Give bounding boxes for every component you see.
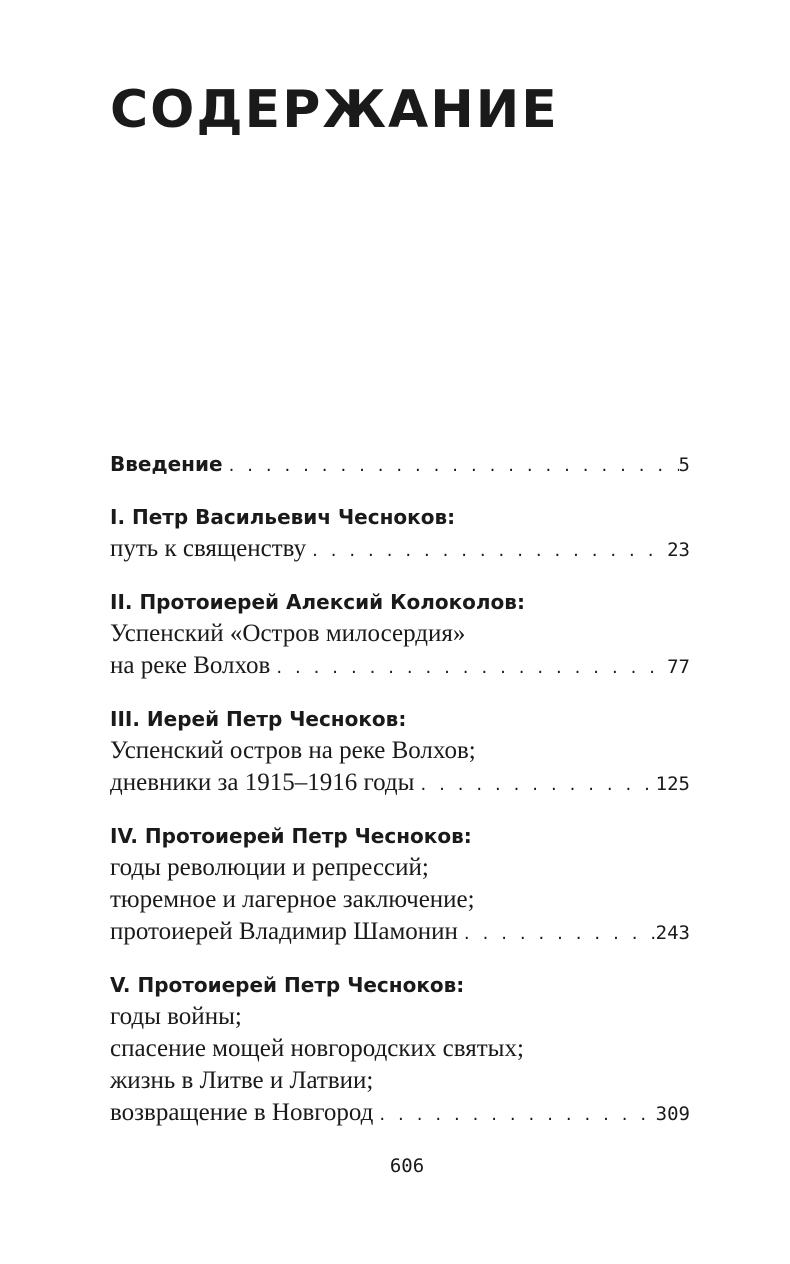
toc-entry-page-number: 77	[667, 656, 690, 678]
toc-entry-subtitle-line: спасение мощей новгородских святых;	[110, 1035, 524, 1062]
table-of-contents	[110, 448, 690, 1150]
page-title: СОДЕРЖАНИЕ	[110, 80, 559, 140]
toc-entry-page-number: 23	[667, 539, 690, 561]
toc-entry	[110, 820, 690, 950]
toc-entry-subtitle-line: тюремное и лагерное заключение;	[110, 886, 475, 913]
toc-entry-page-number: 125	[655, 773, 690, 795]
toc-entry-subtitle-line: годы войны;	[110, 1003, 242, 1030]
dot-leader	[414, 769, 655, 801]
toc-entry-subtitle-line: Успенский остров на реке Волхов;	[110, 737, 476, 764]
toc-entry-heading: II. Протоиерей Алексий Колоколов:	[110, 590, 525, 614]
toc-entry	[110, 501, 690, 567]
toc-entry-page-number: 309	[655, 1103, 690, 1125]
toc-entry	[110, 969, 690, 1131]
toc-entry-title: возвращение в Новгород	[110, 1099, 374, 1126]
toc-entry-leader-line	[110, 650, 690, 684]
page-number: 606	[389, 1155, 425, 1177]
toc-entry-heading: III. Иерей Петр Чесноков:	[110, 707, 407, 731]
toc-entry-title: протоиерей Владимир Шамонин	[110, 918, 458, 945]
toc-entry-leader-line	[110, 448, 690, 482]
toc-entry-title: Введение	[110, 452, 223, 476]
toc-entry-leader-line	[110, 916, 690, 950]
toc-entry-heading: V. Протоиерей Петр Чесноков:	[110, 973, 465, 997]
toc-entry-title: путь к священству	[110, 535, 307, 562]
dot-leader	[270, 652, 667, 684]
dot-leader	[306, 535, 667, 567]
toc-entry-page-number: 5	[678, 454, 690, 476]
dot-leader	[373, 1099, 655, 1131]
toc-entry	[110, 586, 690, 684]
toc-entry-leader-line	[110, 767, 690, 801]
toc-entry-heading: IV. Протоиерей Петр Чесноков:	[110, 824, 472, 848]
toc-entry-page-number: 243	[655, 922, 690, 944]
toc-entry-subtitle-line: жизнь в Литве и Латвии;	[110, 1067, 374, 1094]
toc-entry	[110, 448, 690, 482]
dot-leader	[223, 450, 679, 482]
toc-entry	[110, 703, 690, 801]
toc-entry-leader-line	[110, 1097, 690, 1131]
toc-entry-subtitle-line: годы революции и репрессий;	[110, 854, 429, 881]
toc-entry-leader-line	[110, 533, 690, 567]
toc-entry-title: на реке Волхов	[110, 652, 271, 679]
toc-entry-subtitle-line: Успенский «Остров милосердия»	[110, 620, 466, 647]
dot-leader	[458, 918, 656, 950]
toc-entry-heading: I. Петр Васильевич Чесноков:	[110, 505, 456, 529]
toc-entry-title: дневники за 1915–1916 годы	[110, 769, 415, 796]
